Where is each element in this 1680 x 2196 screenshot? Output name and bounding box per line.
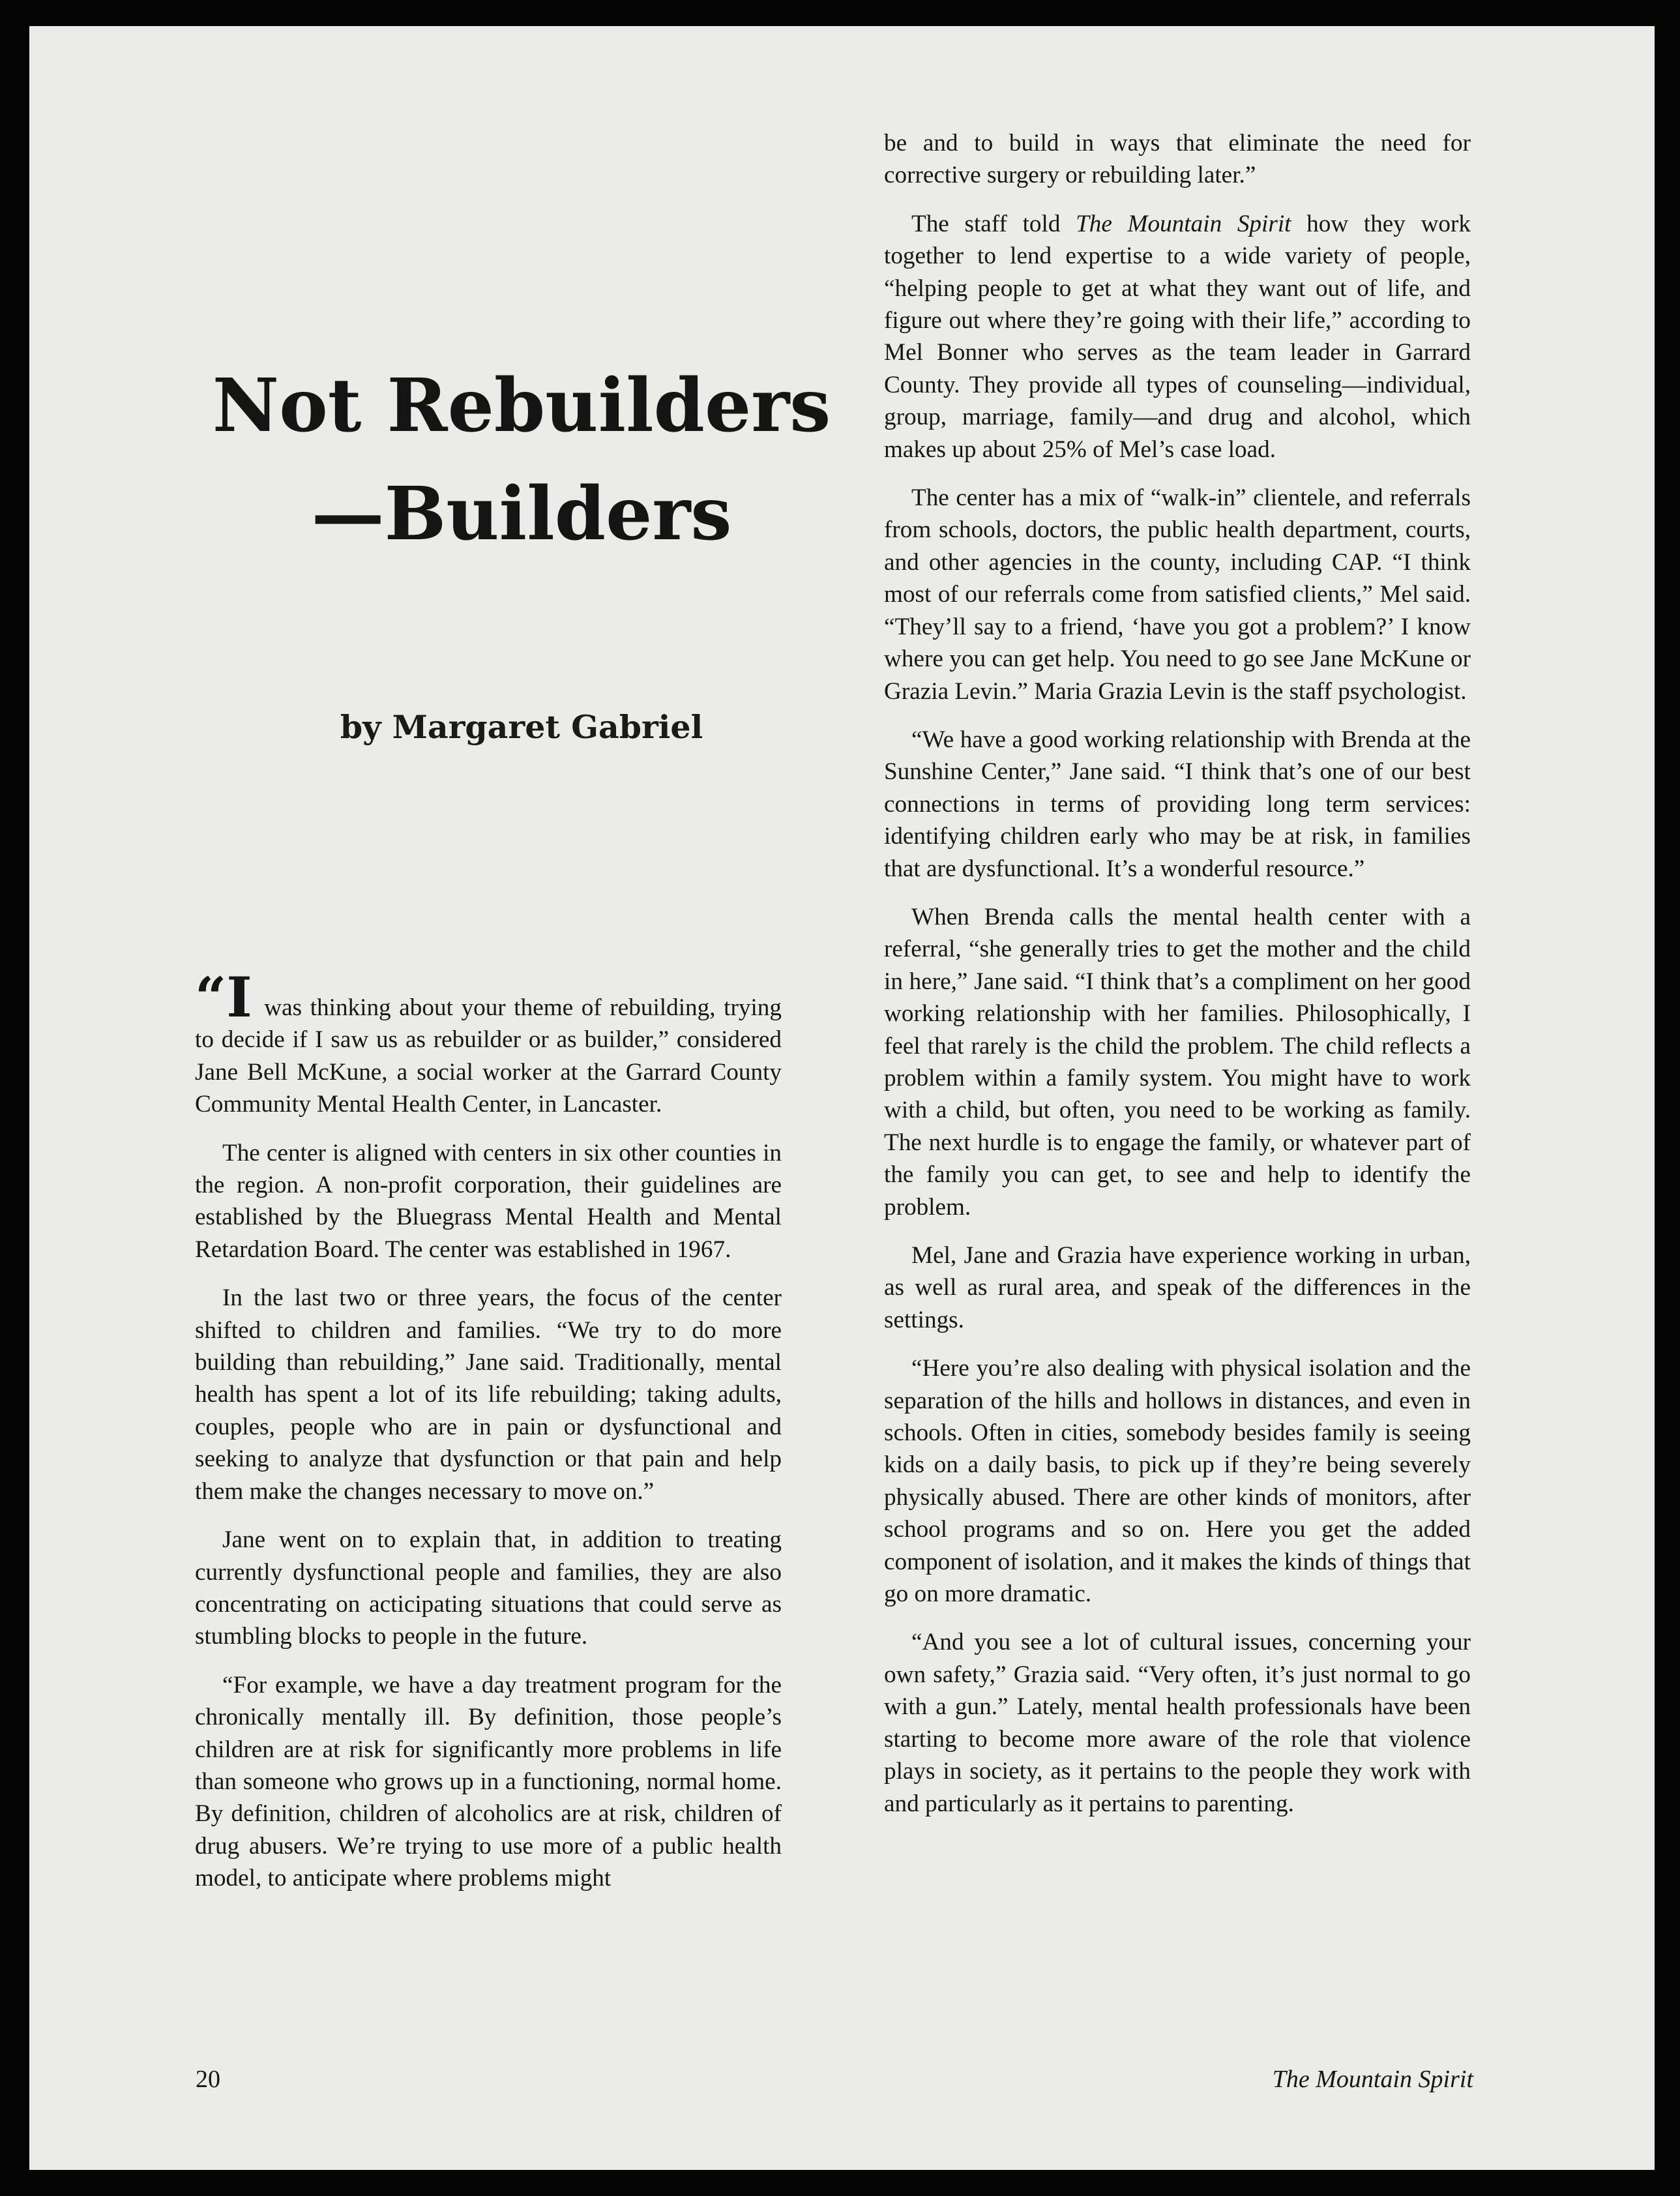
right-column	[884, 127, 1471, 1836]
paragraph-3: In the last two or three years, the focus of the center shifted to children and families. “We try to do more building than rebuilding,” Jane said. Traditionally, mental health has spent a lot of its life rebuilding; taking adults, couples, people who are in pain or dysfunctional and seeking to analyze that dysfunction or that pain and help them make the changes necessary to move on.”	[195, 1284, 782, 1505]
title-line-1: Not Rebuilders	[212, 363, 831, 449]
magazine-page	[29, 26, 1655, 2170]
paragraph-1	[195, 965, 782, 1121]
left-column	[195, 965, 782, 1911]
paragraph-7-text-a: The staff told	[911, 210, 1076, 237]
paragraph-12: “Here you’re also dealing with physical isolation and the separation of the hills and hollows in distances, and even in schools. Often in cities, somebody besides family is seeing kids on a daily basis, to pick up if they’re being severely physically abused. There are other kinds of monitors, after school programs and so on. Here you get the added component of isolation, and it makes the kinds of things that go on more dramatic.	[884, 1355, 1471, 1608]
paragraph-2: The center is aligned with centers in six other counties in the region. A non-profit corporation, their guidelines are established by the Bluegrass Mental Health and Mental Retardation Board. The center was established in 1967.	[195, 1139, 782, 1263]
paragraph-11: Mel, Jane and Grazia have experience working in urban, as well as rural area, and speak of the differences in the settings.	[884, 1242, 1471, 1333]
page-number: 20	[196, 2066, 220, 2093]
paragraph-7	[884, 208, 1471, 466]
article-title	[160, 352, 883, 569]
paragraph-4: Jane went on to explain that, in addition to treating currently dysfunctional people and families, they are also concentrating on acticipating situations that could serve as stumbling blocks to people in the future.	[195, 1526, 782, 1650]
publication-name-inline: The Mountain Spirit	[1076, 210, 1291, 237]
paragraph-1-text: was thinking about your theme of rebuilding, trying to decide if I saw us as rebuilder or as builder,” considered Jane Bell McKune, a social worker at the Garrard County Community Mental Health Center, in Lancaster.	[195, 994, 782, 1118]
paragraph-6: be and to build in ways that eliminate the need for corrective surgery or rebuilding later.”	[884, 130, 1471, 189]
byline: by Margaret Gabriel	[340, 708, 703, 746]
publication-footer: The Mountain Spirit	[1272, 2066, 1473, 2093]
title-line-2: —Builders	[311, 471, 732, 557]
drop-cap: “I	[195, 965, 252, 1030]
paragraph-9: “We have a good working relationship with Brenda at the Sunshine Center,” Jane said. “I think that’s one of our best connections in terms of providing long term services: identifying children early who may be at risk, in families that are dysfunctional. It’s a wonderful resource.”	[884, 726, 1471, 882]
paragraph-7-text-b: how they work together to lend expertise to a wide variety of people, “helping people to get at what they want out of life, and figure out where they’re going with their life,” according to Mel Bonner who serves as the team leader in Garrard County. They provide all types of counseling—individual, group, marriage, family—and drug and alcohol, which makes up about 25% of Mel’s case load.	[884, 210, 1471, 463]
paragraph-5: “For example, we have a day treatment program for the chronically mentally ill. By definition, those people’s children are at risk for significantly more problems in life than someone who grows up in a functioning, normal home. By definition, children of alcoholics are at risk, children of drug abusers. We’re trying to use more of a public health model, to anticipate where problems might	[195, 1671, 782, 1892]
paragraph-10: When Brenda calls the mental health center with a referral, “she generally tries to get the mother and the child in here,” Jane said. “I think that’s a compliment on her good working relationship with her families. Philosophically, I feel that rarely is the child the problem. The child reflects a problem within a family system. You might have to work with a child, but often, you need to be working as family. The next hurdle is to engage the family, or whatever part of the family you can get, to see and help to identify the problem.	[884, 903, 1471, 1221]
paragraph-8: The center has a mix of “walk-in” clientele, and referrals from schools, doctors, the public health department, courts, and other agencies in the county, including CAP. “I think most of our referrals come from satisfied clients,” Mel said. “They’ll say to a friend, ‘have you got a problem?’ I know where you can get help. You need to go see Jane McKune or Grazia Levin.” Maria Grazia Levin is the staff psychologist.	[884, 484, 1471, 705]
paragraph-13: “And you see a lot of cultural issues, concerning your own safety,” Grazia said. “Very often, it’s just normal to go with a gun.” Lately, mental health professionals have been starting to become more aware of the role that violence plays in society, as it pertains to the people they work with and particularly as it pertains to parenting.	[884, 1629, 1471, 1817]
